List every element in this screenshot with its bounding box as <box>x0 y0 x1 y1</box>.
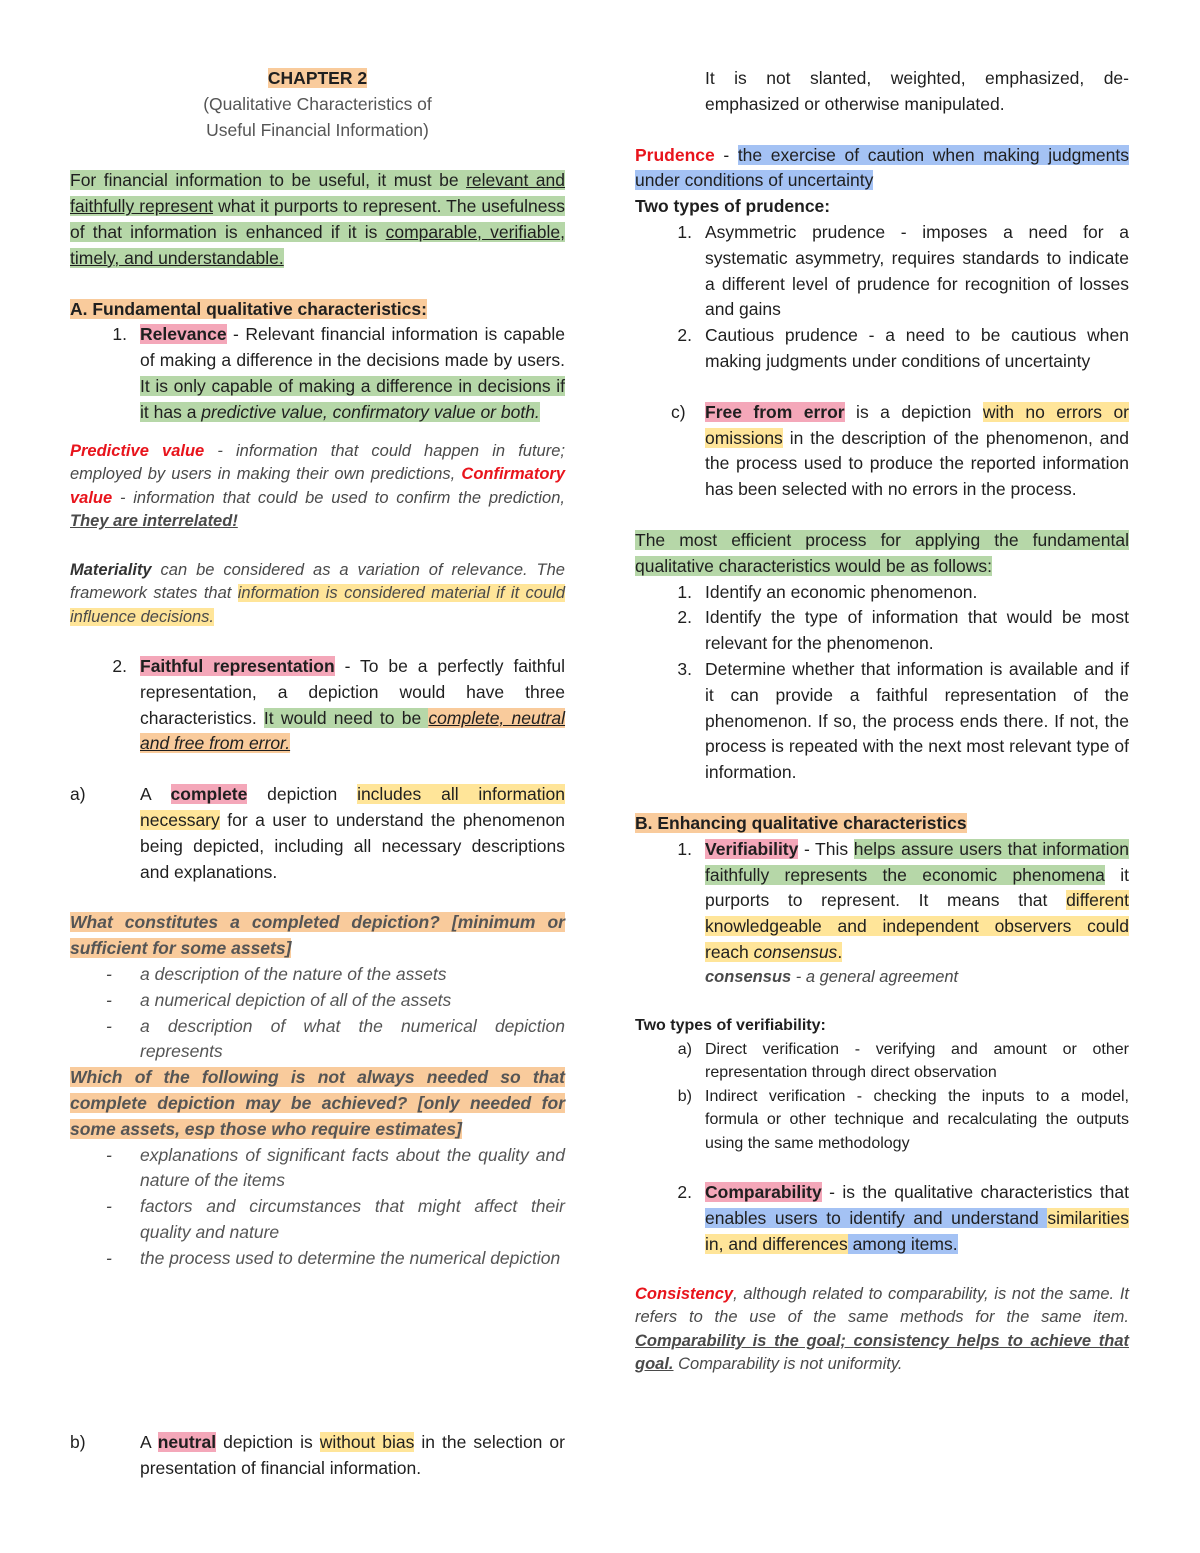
section-b-heading: B. Enhancing qualitative characteristics <box>635 812 967 833</box>
consistency-note: Consistency, although related to comparability, is not the same. It refers to the use of the same methods for the same item. Comparability is the goal; consistency helps to achieve that goal. Comparability is not uniformity. <box>635 1284 1129 1374</box>
section-a-heading: A. Fundamental qualitative characteristics: <box>70 298 427 319</box>
list-item: 2. Identify the type of information that would be most relevant for the phenomenon. <box>677 607 1129 654</box>
intro-paragraph: For financial information to be useful, it must be relevant and faithfully represent what it purports to represent. The usefulness of that information is enhanced if it is comparable, verifiable, timely, and understandable. <box>70 170 566 268</box>
neutral-depiction-block <box>70 1430 565 1482</box>
consensus-note: consensus - a general agreement <box>705 967 959 986</box>
comparability-item: 2. Comparability - is the qualitative characteristics that enables users to identify and understand similarities in, and differences among items. <box>677 1182 1129 1254</box>
list-item: - the process used to determine the numerical depiction <box>106 1247 561 1268</box>
verifiability-item: 1. Verifiability - This helps assure users that information faithfully represents the economic phenomena it purports to represent. It means that different knowledgeable and independent observers could reach consensus. <box>677 838 1129 962</box>
list-item: 3. Determine whether that information is available and if it can provide a faithful representation of the phenomenon. If so, the process ends there. If not, the process is repeated with the next most relevant type of information. <box>677 658 1129 783</box>
process-intro: The most efficient process for applying the fundamental qualitative characteristics would be as follows: <box>635 529 1129 576</box>
left-column <box>70 66 565 1272</box>
relevance-item: 1. Relevance - Relevant financial information is capable of making a difference in the decisions made by users. It is only capable of making a difference in decisions if it has a predictive value, confirmatory value or both. <box>112 324 565 422</box>
complete-depiction-item: a) A complete depiction includes all information necessary for a user to understand the phenomenon being depicted, including all necessary descriptions and explanations. <box>70 784 565 882</box>
list-item: 1. Identify an economic phenomenon. <box>677 581 978 602</box>
list-item: 2. Cautious prudence - a need to be cautious when making judgments under conditions of uncertainty <box>677 325 1129 371</box>
question-1: What constitutes a completed depiction? [minimum or sufficient for some assets] <box>70 912 565 959</box>
prudence-definition: Prudence - the exercise of caution when making judgments under conditions of uncertainty <box>635 144 1129 191</box>
neutral-depiction-item: b) A neutral depiction is without bias in the selection or presentation of financial information. <box>70 1432 565 1478</box>
list-item: 1. Asymmetric prudence - imposes a need for a systematic asymmetry, requires standards to indicate a different level of prudence for recognition of losses and gains <box>677 221 1129 320</box>
prudence-types-heading: Two types of prudence: <box>635 196 831 217</box>
list-item: - explanations of significant facts about the quality and nature of the items <box>106 1144 565 1191</box>
free-from-error-item: c) Free from error is a depiction with no errors or omissions in the description of the phenomenon, and the process used to produce the reported information has been selected with no errors in the process. <box>671 401 1130 500</box>
list-item: - factors and circumstances that might affect their quality and nature <box>106 1196 565 1242</box>
right-column <box>635 66 1129 1377</box>
faithful-representation-item: 2. Faithful representation - To be a perfectly faithful representation, a depiction would have three characteristics. It would need to be complete, neutral and free from error. <box>112 656 566 754</box>
question-2: Which of the following is not always needed so that complete depiction may be achieved? [only needed for some assets, esp those who require estimates] <box>70 1067 565 1139</box>
list-item: - a description of the nature of the assets <box>106 964 447 985</box>
neutral-continuation: It is not slanted, weighted, emphasized, de-emphasized or otherwise manipulated. <box>705 68 1129 114</box>
list-item: b) Indirect verification - checking the inputs to a model, formula or other technique and recalculating the outputs using the same methodology <box>677 1087 1129 1152</box>
list-item: - a description of what the numerical depiction represents <box>106 1015 565 1062</box>
materiality-note: Materiality can be considered as a variation of relevance. The framework states that information is considered material if it could influence decisions. <box>70 560 565 626</box>
predictive-value-note: Predictive value - information that could happen in future; employed by users in making their own predictions, Confirmatory value - information that could be used to confirm the prediction, They are interrelated! <box>70 441 565 531</box>
verifiability-types-heading: Two types of verifiability: <box>635 1017 826 1035</box>
chapter-subtitle: (Qualitative Characteristics of <box>203 93 432 114</box>
chapter-subtitle-2: Useful Financial Information) <box>206 119 429 140</box>
chapter-title: CHAPTER 2 <box>267 68 368 88</box>
list-item: - a numerical depiction of all of the assets <box>106 989 452 1010</box>
list-item: a) Direct verification - verifying and amount or other representation through direct observation <box>677 1040 1129 1082</box>
